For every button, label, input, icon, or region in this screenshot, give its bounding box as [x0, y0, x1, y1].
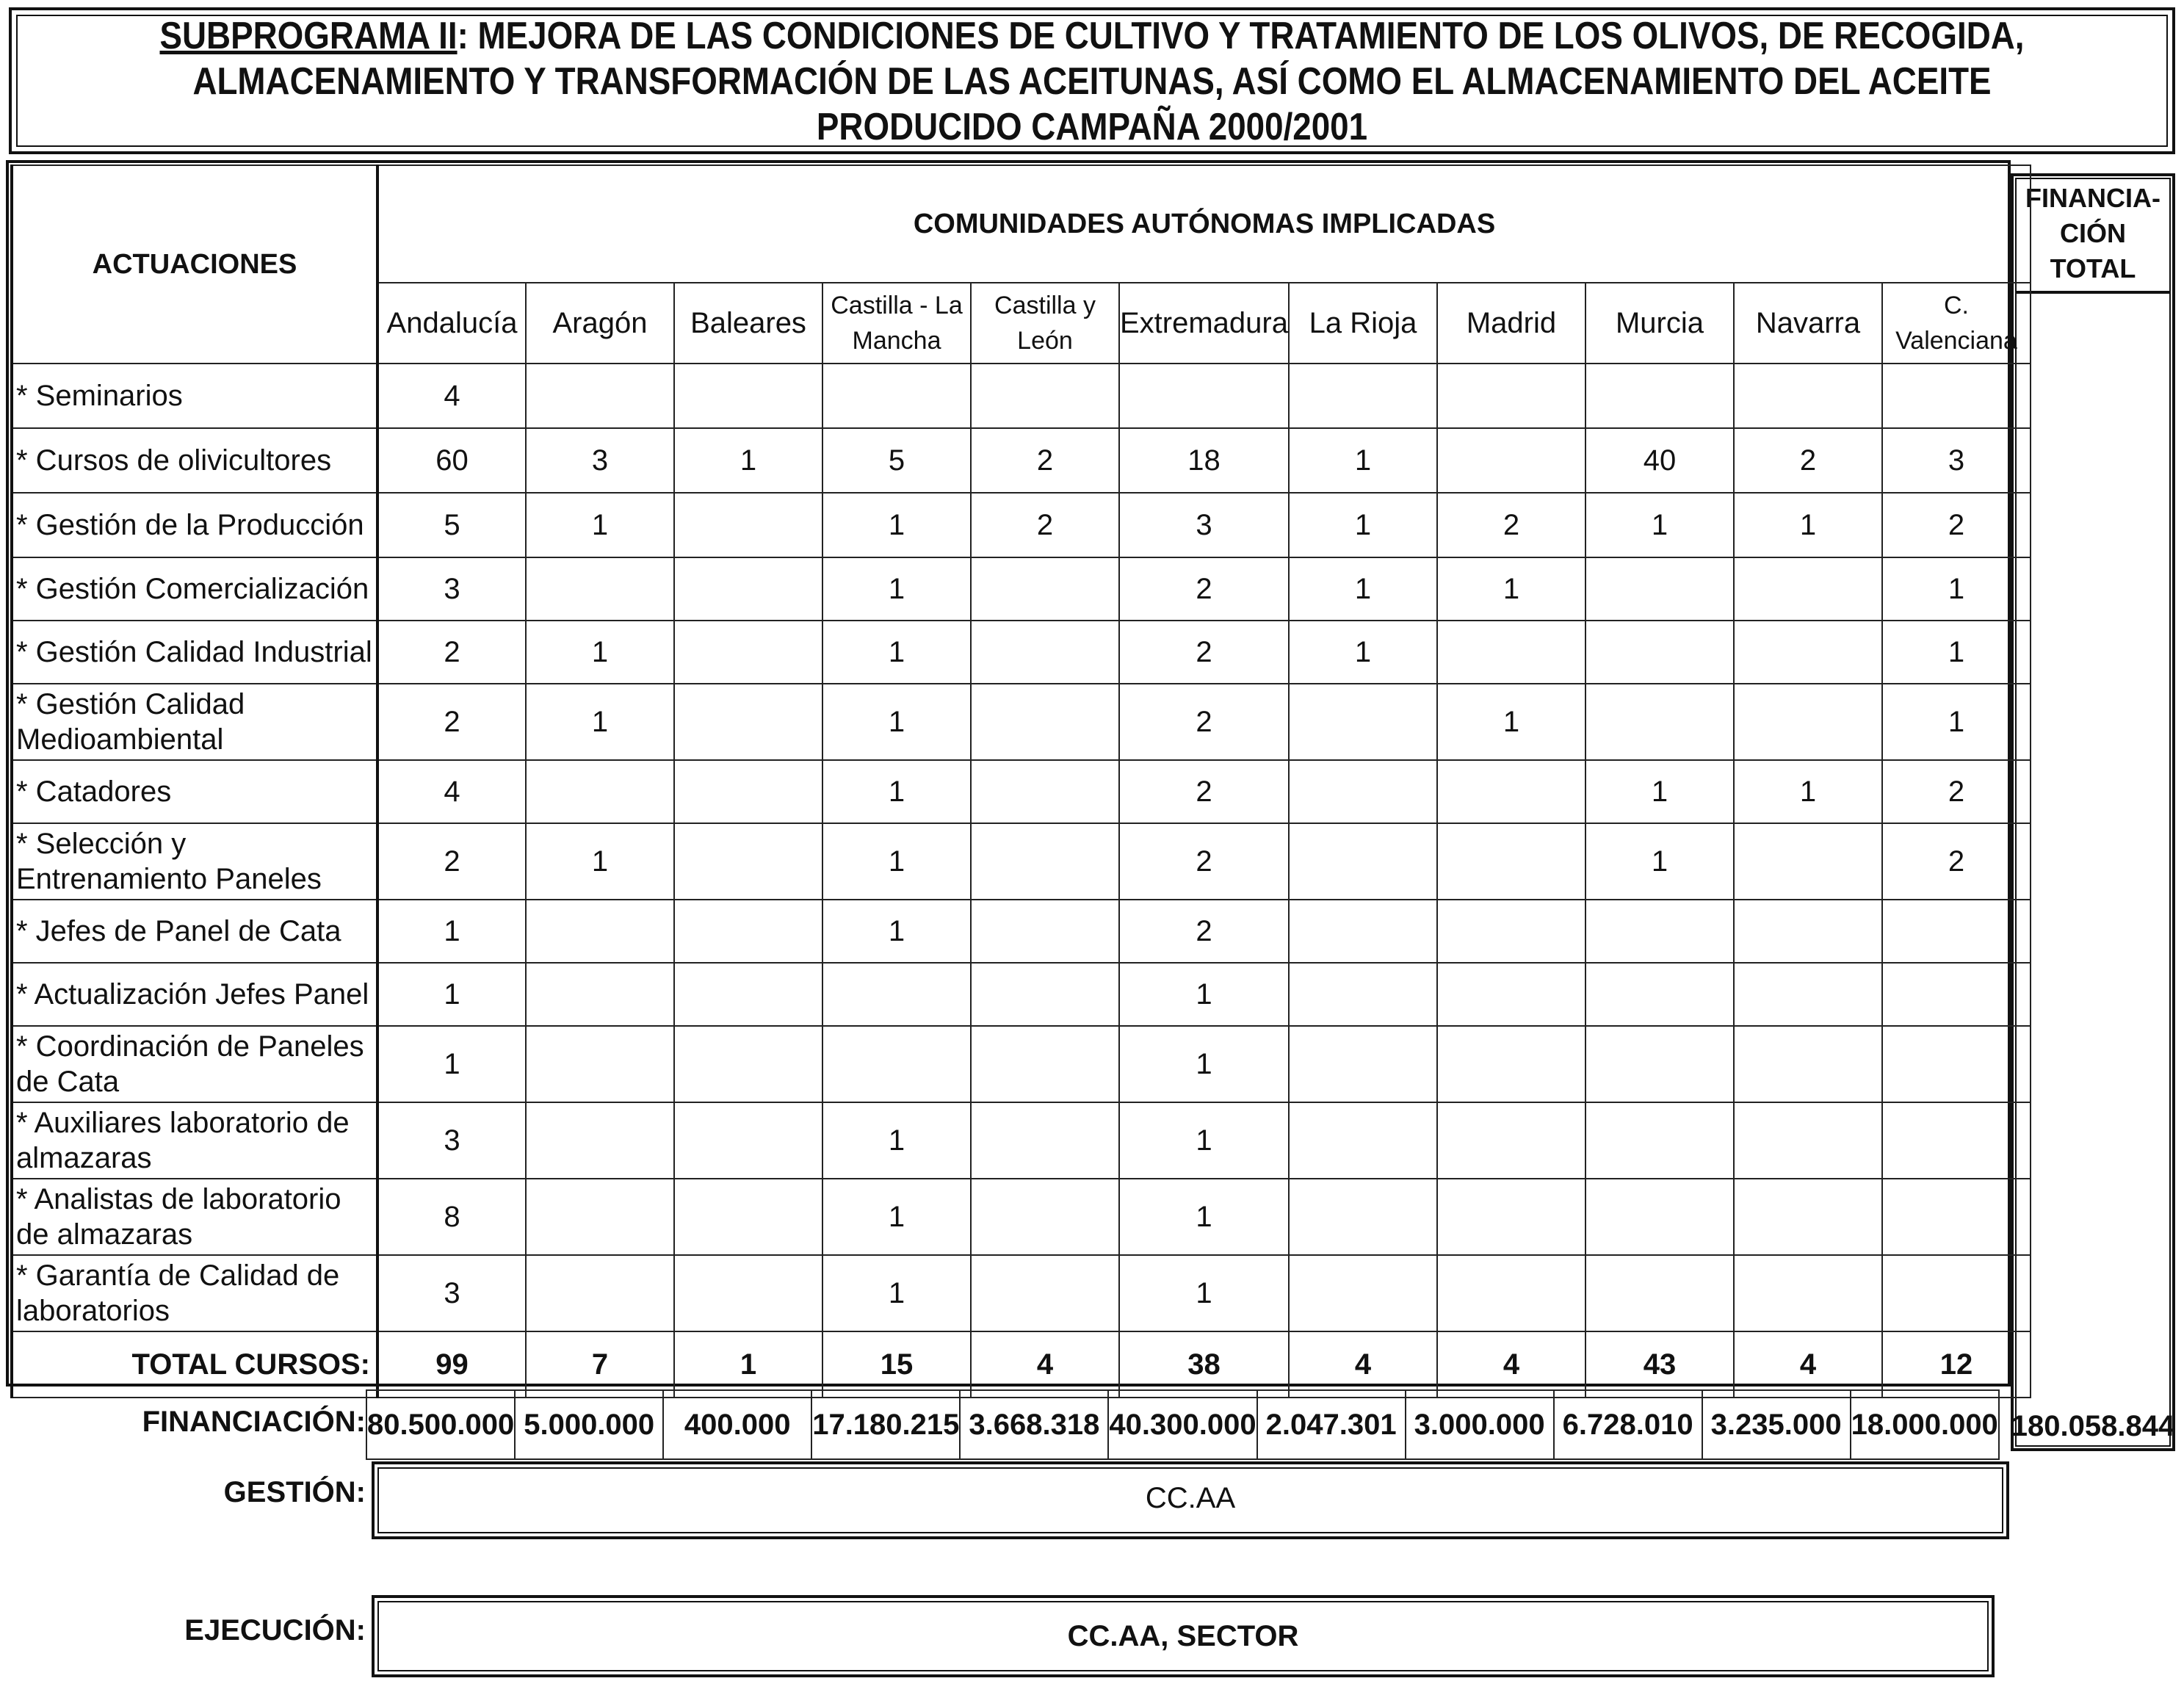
table-cell [1882, 1026, 2031, 1102]
actuacion-label: * Gestión Calidad Medioambiental [12, 684, 377, 760]
region-header: Navarra [1734, 283, 1882, 364]
actuacion-label: * Gestión de la Producción [12, 493, 377, 557]
table-cell [1734, 963, 1882, 1026]
table-cell [1734, 1179, 1882, 1255]
table-cell: 1 [1437, 684, 1585, 760]
table-cell [674, 1102, 822, 1179]
total-cell: 1 [674, 1331, 822, 1398]
actuacion-label: * Seminarios [12, 364, 377, 428]
table-cell [1734, 364, 1882, 428]
table-cell [1585, 557, 1734, 621]
table-cell: 2 [1882, 760, 2031, 823]
table-row [12, 1255, 2031, 1331]
actuacion-label: * Cursos de olivicultores [12, 428, 377, 493]
table-cell [822, 364, 971, 428]
table-cell [1585, 963, 1734, 1026]
table-cell: 1 [822, 823, 971, 900]
table-cell [971, 1179, 1119, 1255]
table-cell: 1 [1882, 684, 2031, 760]
actuacion-label: * Gestión Comercialización [12, 557, 377, 621]
table-cell [1585, 1255, 1734, 1331]
financiacion-cell: 3.668.318 [960, 1390, 1108, 1459]
table-cell [526, 963, 674, 1026]
table-cell [1437, 823, 1585, 900]
table-cell: 3 [526, 428, 674, 493]
table-cell [1734, 900, 1882, 963]
header-row-1 [12, 165, 2031, 283]
financiacion-cell: 80.500.000 [366, 1390, 515, 1459]
table-cell [971, 364, 1119, 428]
total-cell: 12 [1882, 1331, 2031, 1398]
table-cell: 1 [1734, 493, 1882, 557]
actuacion-label: * Gestión Calidad Industrial [12, 621, 377, 684]
table-cell [1585, 1179, 1734, 1255]
region-header: La Rioja [1289, 283, 1437, 364]
table-cell: 1 [1119, 1255, 1289, 1331]
table-cell [674, 621, 822, 684]
total-cell: 4 [1289, 1331, 1437, 1398]
financiacion-cell: 18.000.000 [1851, 1390, 1999, 1459]
actuacion-label: * Jefes de Panel de Cata [12, 900, 377, 963]
table-cell: 1 [1882, 621, 2031, 684]
table-cell [674, 1179, 822, 1255]
comunidades-header: COMUNIDADES AUTÓNOMAS IMPLICADAS [377, 165, 2031, 283]
title-text: : MEJORA DE LAS CONDICIONES DE CULTIVO Y TRATAMIENTO DE LOS OLIVOS, DE RECOGIDA, ALMACENAMIENTO Y TRANSFORMACIÓN DE LAS ACEITUNAS, ASÍ COMO EL ALMACENAMIENTO DEL ACEITE PRODUCIDO CAMPAÑA 2000/2001 [192, 15, 2025, 148]
table-cell [1585, 364, 1734, 428]
table-cell: 3 [1119, 493, 1289, 557]
table-cell [1289, 684, 1437, 760]
table-cell [1585, 621, 1734, 684]
table-cell [1585, 1102, 1734, 1179]
table-cell: 18 [1119, 428, 1289, 493]
total-cell: 7 [526, 1331, 674, 1398]
actuacion-label: * Analistas de laboratorio de almazaras [12, 1179, 377, 1255]
table-cell [526, 760, 674, 823]
financiacion-cell: 400.000 [663, 1390, 811, 1459]
table-cell [822, 963, 971, 1026]
table-cell [1882, 1102, 2031, 1179]
financiacion-total-header: FINANCIA-CIÓN TOTAL [2025, 183, 2161, 283]
table-cell [1882, 963, 2031, 1026]
table-cell: 1 [822, 1102, 971, 1179]
financiacion-total-divider [2015, 291, 2171, 294]
table-cell [1734, 557, 1882, 621]
total-cell: 4 [971, 1331, 1119, 1398]
table-row [12, 760, 2031, 823]
table-cell [1437, 963, 1585, 1026]
table-cell: 5 [822, 428, 971, 493]
table-cell [526, 1179, 674, 1255]
actuacion-label: * Catadores [12, 760, 377, 823]
region-header: Baleares [674, 283, 822, 364]
table-cell [1289, 963, 1437, 1026]
table-cell [1289, 760, 1437, 823]
table-cell: 1 [822, 684, 971, 760]
table-cell [1882, 1179, 2031, 1255]
table-cell [1437, 1179, 1585, 1255]
table-cell: 2 [1119, 900, 1289, 963]
page-title [144, 13, 2040, 150]
table-cell: 4 [377, 760, 526, 823]
table-cell [674, 493, 822, 557]
table-cell [1437, 1102, 1585, 1179]
table-cell: 1 [822, 493, 971, 557]
table-cell: 2 [1882, 823, 2031, 900]
financiacion-table [366, 1389, 2000, 1460]
table-cell: 1 [1882, 557, 2031, 621]
table-cell [526, 1255, 674, 1331]
table-cell [674, 1026, 822, 1102]
gestion-label: GESTIÓN: [223, 1476, 366, 1508]
table-cell: 1 [822, 760, 971, 823]
table-cell [674, 364, 822, 428]
table-cell: 2 [1119, 621, 1289, 684]
table-cell: 1 [1289, 428, 1437, 493]
region-header: Castilla y León [971, 283, 1119, 364]
table-cell: 3 [377, 557, 526, 621]
table-cell: 1 [526, 684, 674, 760]
region-header: Extremadura [1119, 283, 1289, 364]
table-cell: 2 [1437, 493, 1585, 557]
table-cell: 2 [971, 428, 1119, 493]
table-cell [1882, 364, 2031, 428]
table-row [12, 493, 2031, 557]
financiacion-row [366, 1390, 1999, 1459]
table-cell [674, 823, 822, 900]
table-cell [674, 1255, 822, 1331]
table-cell: 8 [377, 1179, 526, 1255]
table-cell: 2 [1119, 823, 1289, 900]
table-cell [1585, 684, 1734, 760]
table-cell [1437, 428, 1585, 493]
table-cell [1734, 621, 1882, 684]
financiacion-cell: 40.300.000 [1108, 1390, 1256, 1459]
table-cell [1882, 900, 2031, 963]
table-cell [1437, 1255, 1585, 1331]
table-cell [1289, 364, 1437, 428]
table-cell [674, 963, 822, 1026]
table-cell: 1 [377, 1026, 526, 1102]
table-cell: 3 [1882, 428, 2031, 493]
table-cell: 1 [1119, 1179, 1289, 1255]
table-cell: 1 [1585, 760, 1734, 823]
table-row [12, 684, 2031, 760]
table-cell: 2 [377, 684, 526, 760]
table-cell: 2 [1119, 684, 1289, 760]
table-cell: 5 [377, 493, 526, 557]
table-cell [1119, 364, 1289, 428]
table-cell: 2 [1734, 428, 1882, 493]
table-row [12, 963, 2031, 1026]
table-cell: 1 [526, 621, 674, 684]
financiacion-total-inner-frame [2015, 178, 2171, 1447]
total-cell: 99 [377, 1331, 526, 1398]
total-cell: 4 [1437, 1331, 1585, 1398]
table-row [12, 621, 2031, 684]
total-cell: 38 [1119, 1331, 1289, 1398]
total-cell: 43 [1585, 1331, 1734, 1398]
table-cell: 1 [822, 557, 971, 621]
actuacion-label: * Garantía de Calidad de laboratorios [12, 1255, 377, 1331]
table-cell: 2 [1119, 760, 1289, 823]
financiacion-label: FINANCIACIÓN: [142, 1406, 366, 1438]
table-cell: 2 [377, 621, 526, 684]
table-cell [971, 1255, 1119, 1331]
financiacion-cell: 3.235.000 [1702, 1390, 1851, 1459]
region-header: Aragón [526, 283, 674, 364]
financiacion-cell: 5.000.000 [515, 1390, 663, 1459]
table-row [12, 364, 2031, 428]
actuaciones-header: ACTUACIONES [12, 165, 377, 364]
region-header: Castilla - La Mancha [822, 283, 971, 364]
ejecucion-label: EJECUCIÓN: [184, 1614, 366, 1646]
table-cell: 2 [1119, 557, 1289, 621]
actuacion-label: * Actualización Jefes Panel [12, 963, 377, 1026]
table-cell [1289, 900, 1437, 963]
table-cell: 3 [377, 1102, 526, 1179]
table-cell: 40 [1585, 428, 1734, 493]
table-cell [1585, 1026, 1734, 1102]
table-cell: 1 [822, 1179, 971, 1255]
table-cell [1289, 1255, 1437, 1331]
table-cell [526, 557, 674, 621]
table-cell: 1 [1119, 1102, 1289, 1179]
table-cell [971, 684, 1119, 760]
total-cell: 15 [822, 1331, 971, 1398]
table-cell [1585, 900, 1734, 963]
total-label: TOTAL CURSOS: [12, 1331, 377, 1398]
table-cell [971, 1026, 1119, 1102]
table-cell [1289, 823, 1437, 900]
table-cell: 4 [377, 364, 526, 428]
table-cell [674, 557, 822, 621]
total-cell: 4 [1734, 1331, 1882, 1398]
financiacion-total-value: 180.058.844 [2011, 1410, 2175, 1442]
table-cell [971, 900, 1119, 963]
table-cell: 1 [1585, 493, 1734, 557]
table-cell [1437, 364, 1585, 428]
region-header: Murcia [1585, 283, 1734, 364]
actuaciones-table [10, 165, 2031, 1398]
actuacion-label: * Coordinación de Paneles de Cata [12, 1026, 377, 1102]
title-prefix: SUBPROGRAMA II [159, 15, 458, 57]
financiacion-cell: 17.180.215 [811, 1390, 960, 1459]
table-cell: 1 [1119, 963, 1289, 1026]
table-cell [971, 1102, 1119, 1179]
table-cell: 2 [377, 823, 526, 900]
table-row [12, 557, 2031, 621]
table-cell: 1 [1289, 557, 1437, 621]
actuacion-label: * Selección y Entrenamiento Paneles [12, 823, 377, 900]
table-row [12, 1179, 2031, 1255]
table-row [12, 1026, 2031, 1102]
table-cell [1734, 1026, 1882, 1102]
table-cell [1437, 621, 1585, 684]
region-header: Andalucía [377, 283, 526, 364]
region-header: C. Valenciana [1882, 283, 2031, 364]
table-cell [526, 1102, 674, 1179]
actuacion-label: * Auxiliares laboratorio de almazaras [12, 1102, 377, 1179]
table-cell: 1 [1585, 823, 1734, 900]
total-row [12, 1331, 2031, 1398]
table-cell [1734, 684, 1882, 760]
table-cell: 3 [377, 1255, 526, 1331]
table-cell [971, 557, 1119, 621]
table-cell: 2 [971, 493, 1119, 557]
financiacion-cell: 2.047.301 [1257, 1390, 1406, 1459]
table-cell [1289, 1179, 1437, 1255]
table-cell: 1 [822, 1255, 971, 1331]
table-cell [971, 823, 1119, 900]
table-cell [1882, 1255, 2031, 1331]
gestion-value: CC.AA [1145, 1482, 1236, 1514]
table-cell: 1 [1734, 760, 1882, 823]
ejecucion-value: CC.AA, SECTOR [1067, 1620, 1299, 1652]
table-row [12, 1102, 2031, 1179]
table-cell [526, 900, 674, 963]
table-cell [1289, 1026, 1437, 1102]
table-cell [822, 1026, 971, 1102]
table-cell [971, 621, 1119, 684]
region-header: Madrid [1437, 283, 1585, 364]
table-cell [1437, 1026, 1585, 1102]
table-cell: 1 [822, 621, 971, 684]
table-cell: 1 [822, 900, 971, 963]
table-row [12, 900, 2031, 963]
table-cell: 1 [1437, 557, 1585, 621]
financiacion-cell: 3.000.000 [1406, 1390, 1554, 1459]
table-cell: 2 [1882, 493, 2031, 557]
table-cell [1437, 760, 1585, 823]
table-cell: 1 [1289, 621, 1437, 684]
table-cell [1437, 900, 1585, 963]
table-cell: 1 [1289, 493, 1437, 557]
table-cell: 1 [526, 493, 674, 557]
table-cell [1289, 1102, 1437, 1179]
financiacion-cell: 6.728.010 [1554, 1390, 1702, 1459]
table-cell [971, 760, 1119, 823]
table-row [12, 428, 2031, 493]
table-cell: 1 [377, 900, 526, 963]
table-cell [674, 684, 822, 760]
table-cell: 60 [377, 428, 526, 493]
table-cell [1734, 1102, 1882, 1179]
table-row [12, 823, 2031, 900]
table-cell [526, 1026, 674, 1102]
table-cell: 1 [1119, 1026, 1289, 1102]
table-cell [1734, 1255, 1882, 1331]
table-cell [971, 963, 1119, 1026]
table-cell [674, 760, 822, 823]
table-cell: 1 [674, 428, 822, 493]
table-cell [674, 900, 822, 963]
table-cell [526, 364, 674, 428]
table-cell: 1 [526, 823, 674, 900]
table-cell: 1 [377, 963, 526, 1026]
table-cell [1734, 823, 1882, 900]
